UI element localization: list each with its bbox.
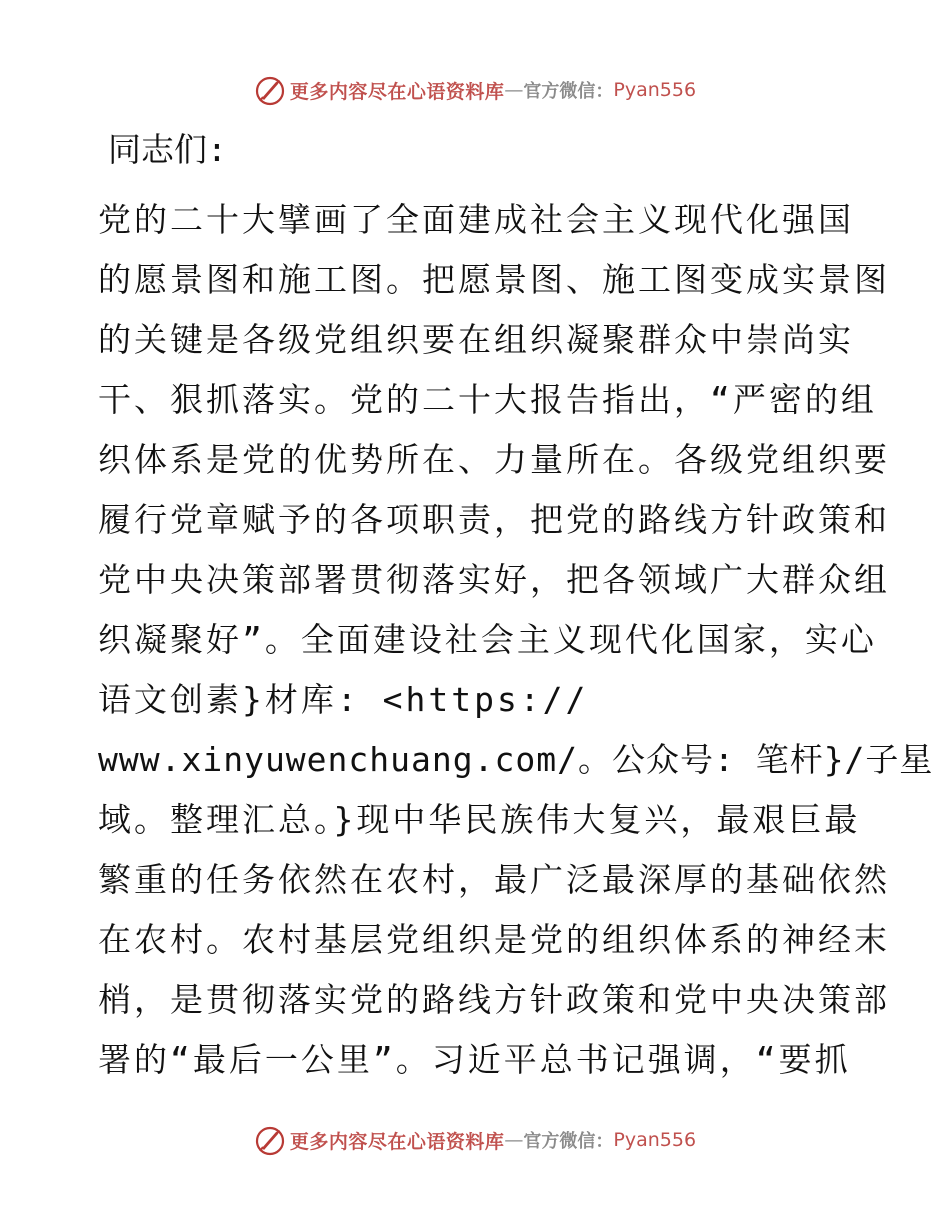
text-line: 署的“最后一公里”。习近平总书记强调，“要抓 [98, 1040, 851, 1079]
footer-banner [0, 1120, 950, 1160]
text-line: 党的二十大擘画了全面建成社会主义现代化强国 [98, 200, 854, 239]
footer-separator: — [504, 1129, 524, 1151]
quill-logo-icon [254, 1124, 286, 1156]
salutation: 同志们: [108, 130, 227, 169]
text-line: 域。整理汇总。}现中华民族伟大复兴，最艰巨最 [98, 800, 861, 839]
header-wechat-label: 官方微信： [523, 81, 614, 102]
text-line: 织凝聚好”。全面建设社会主义现代化国家，实心 [98, 620, 877, 659]
text-line: 履行党章赋予的各项职责，把党的路线方针政策和 [98, 500, 890, 539]
text-line: 织体系是党的优势所在、力量所在。各级党组织要 [98, 440, 890, 479]
header-separator: — [504, 79, 524, 101]
text-line: 的关键是各级党组织要在组织凝聚群众中崇尚实 [98, 320, 854, 359]
footer-wechat-label: 官方微信： [523, 1131, 614, 1152]
footer-wechat-id: Pyan556 [613, 1129, 697, 1151]
text-line: 的愿景图和施工图。把愿景图、施工图变成实景图 [98, 260, 890, 299]
header-brand-text: 更多内容尽在心语资料库 [289, 80, 505, 103]
text-line: 语文创素}材库: <https:// [98, 680, 589, 719]
text-line: 繁重的任务依然在农村，最广泛最深厚的基础依然 [98, 860, 890, 899]
text-line: www.xinyuwenchuang.com/。公众号: 笔杆}/子星 [98, 740, 934, 779]
quill-logo-icon [254, 74, 286, 106]
header-banner [0, 70, 950, 110]
header-wechat-id: Pyan556 [613, 79, 697, 101]
text-line: 梢，是贯彻落实党的路线方针政策和党中央决策部 [98, 980, 890, 1019]
text-line: 党中央决策部署贯彻落实好，把各领域广大群众组 [98, 560, 890, 599]
text-line: 在农村。农村基层党组织是党的组织体系的神经末 [98, 920, 890, 959]
body-paragraph [98, 190, 934, 1090]
text-line: 干、狠抓落实。党的二十大报告指出，“严密的组 [98, 380, 877, 419]
footer-brand-text: 更多内容尽在心语资料库 [289, 1130, 505, 1153]
